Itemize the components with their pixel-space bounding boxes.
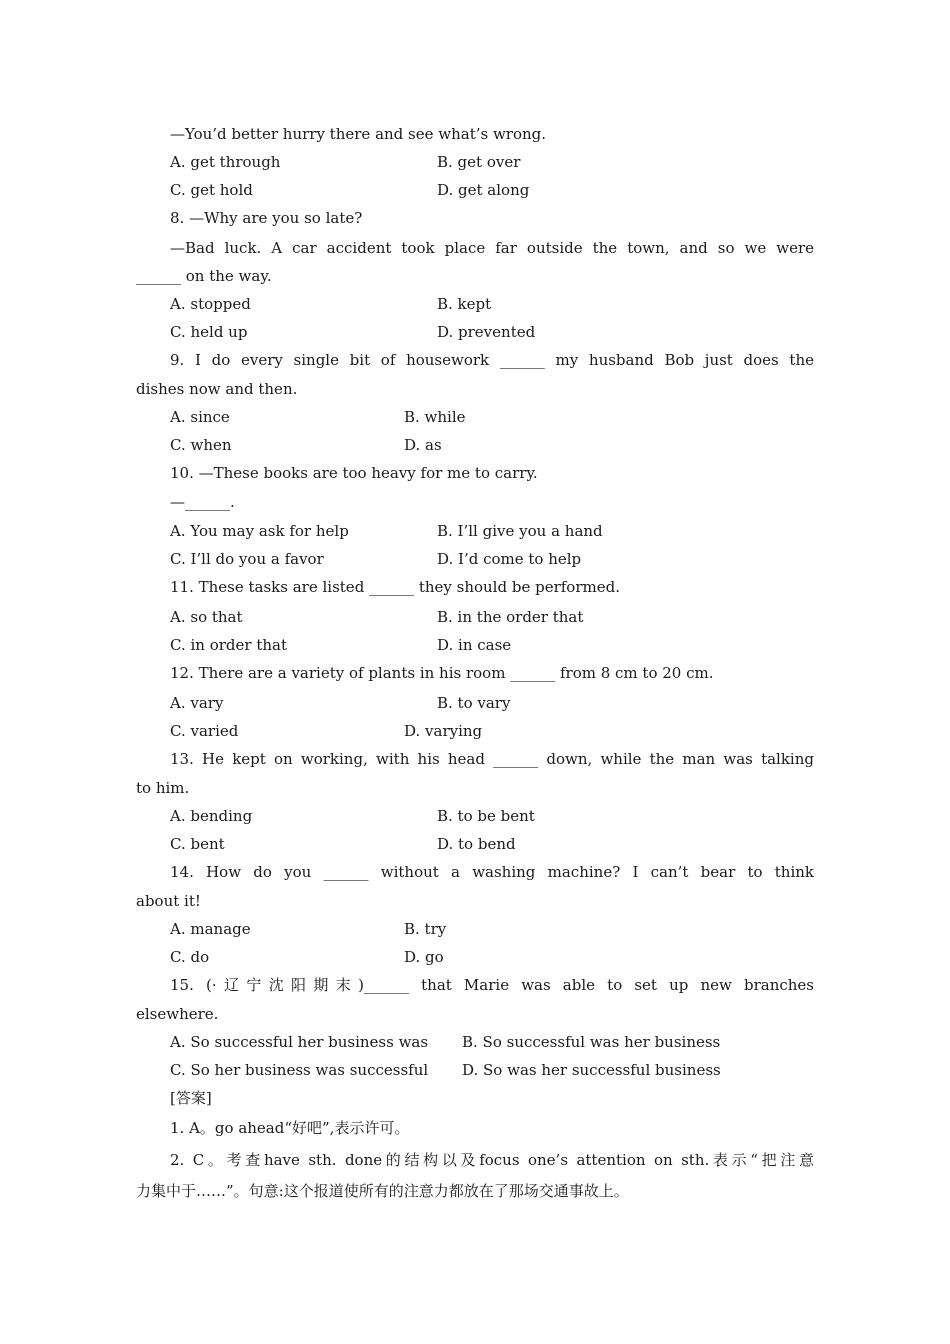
q15-option-c: C. So her business was successful [170,1061,429,1079]
q14-stem-line2: about it! [136,892,201,910]
q15-option-a: A. So successful her business was [170,1033,429,1051]
q9-option-b: B. while [404,408,466,426]
q13-option-a: A. bending [170,807,253,825]
q14-stem-line1: 14. How do you ______ without a washing machine? I can’t bear to think [170,863,814,881]
q9-option-a: A. since [170,408,230,426]
q11-option-d: D. in case [437,636,512,654]
answer-2-line2: 力集中于……”。句意:这个报道使所有的注意力都放在了那场交通事故上。 [136,1182,629,1200]
q13-stem-line2: to him. [136,779,190,797]
answer-header: [答案] [170,1089,212,1107]
q12-option-a: A. vary [170,694,224,712]
q10-option-a: A. You may ask for help [170,522,349,540]
q10-option-b: B. I’ll give you a hand [437,522,603,540]
q10-stem: 10. —These books are too heavy for me to carry. [170,464,538,482]
q8-stem: 8. —Why are you so late? [170,209,363,227]
q13-stem-line1: 13. He kept on working, with his head ______ down, while the man was talking [170,750,814,768]
q15-option-b: B. So successful was her business [462,1033,721,1051]
q10-reply: —______. [170,493,235,511]
q8-reply-line2: ______ on the way. [136,267,272,285]
q14-option-a: A. manage [170,920,251,938]
q7-option-c: C. get hold [170,181,253,199]
q9-stem-line1: 9. I do every single bit of housework ______ my husband Bob just does the [170,351,814,369]
q15-stem-line1: 15. (·辽宁沈阳期末)______ that Marie was able to set up new branches [170,976,814,994]
q7-option-d: D. get along [437,181,530,199]
q11-stem: 11. These tasks are listed ______ they should be performed. [170,578,620,596]
q12-stem: 12. There are a variety of plants in his room ______ from 8 cm to 20 cm. [170,664,714,682]
q13-option-c: C. bent [170,835,225,853]
q9-option-d: D. as [404,436,442,454]
q7-reply: —You’d better hurry there and see what’s wrong. [170,125,547,143]
q7-option-a: A. get through [170,153,281,171]
q7-option-b: B. get over [437,153,521,171]
q8-reply-line1: —Bad luck. A car accident took place far outside the town, and so we were [170,239,814,257]
q8-option-c: C. held up [170,323,248,341]
q12-option-b: B. to vary [437,694,511,712]
q12-option-c: C. varied [170,722,239,740]
q11-option-a: A. so that [170,608,243,626]
q11-option-c: C. in order that [170,636,287,654]
q9-stem-line2: dishes now and then. [136,380,298,398]
q11-option-b: B. in the order that [437,608,584,626]
q14-option-c: C. do [170,948,210,966]
q8-option-d: D. prevented [437,323,536,341]
q15-option-d: D. So was her successful business [462,1061,721,1079]
q13-option-d: D. to bend [437,835,516,853]
q10-option-c: C. I’ll do you a favor [170,550,324,568]
q13-option-b: B. to be bent [437,807,535,825]
q14-option-b: B. try [404,920,447,938]
q10-option-d: D. I’d come to help [437,550,582,568]
q9-option-c: C. when [170,436,232,454]
q8-option-a: A. stopped [170,295,251,313]
q14-option-d: D. go [404,948,444,966]
answer-1: 1. A。go ahead“好吧”,表示许可。 [170,1119,410,1137]
q8-option-b: B. kept [437,295,492,313]
answer-2-line1: 2. C。考查have sth. done的结构以及focus one’s attention on sth.表示“把注意 [170,1151,814,1169]
q12-option-d: D. varying [404,722,483,740]
q15-stem-line2: elsewhere. [136,1005,219,1023]
